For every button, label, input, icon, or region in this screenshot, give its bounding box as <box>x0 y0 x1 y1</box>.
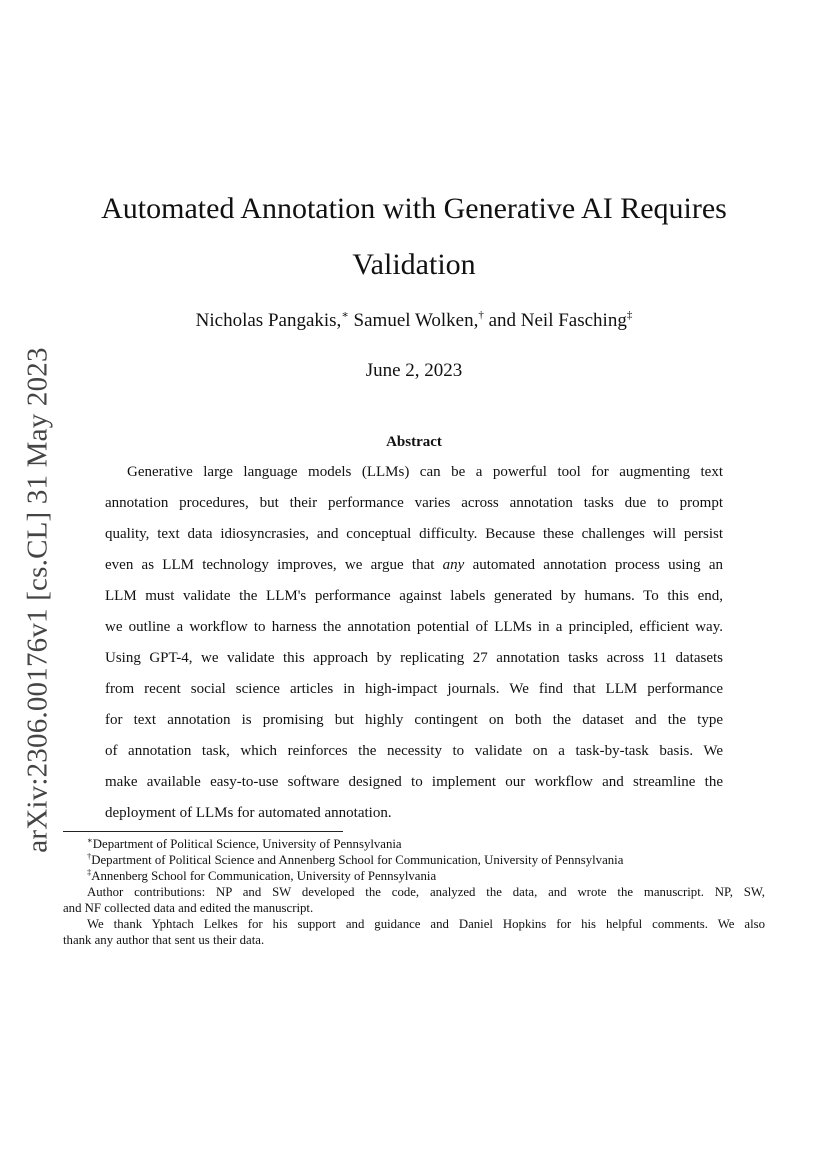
abstract-line: annotation procedures, but their performance varies across annotation tasks due to prompt <box>105 495 723 511</box>
footnote-affiliation-3 <box>63 868 765 884</box>
footnote-acknowledgments: We thank Yphtach Lelkes for his support and guidance and Daniel Hopkins for his helpful comments. We also <box>87 917 765 931</box>
affiliation-mark: ∗ <box>341 309 349 321</box>
footnote-affiliation-2 <box>63 852 765 868</box>
footnote-acknowledgments-cont: thank any author that sent us their data. <box>63 933 265 947</box>
footnote-mark: ‡ <box>87 867 92 877</box>
author-name: Nicholas Pangakis, <box>195 310 342 331</box>
abstract-line: LLM must validate the LLM's performance against labels generated by humans. To this end, <box>105 588 723 604</box>
abstract-line: make available easy-to-use software designed to implement our workflow and streamline the <box>105 774 723 790</box>
abstract-emphasis: any <box>442 557 465 573</box>
footnote-rule <box>63 831 343 832</box>
abstract-line: Using GPT-4, we validate this approach by replicating 27 annotation tasks across 11 datasets <box>105 650 723 666</box>
footnote-contributions-cont: and NF collected data and edited the manuscript. <box>63 901 314 915</box>
publication-date: June 2, 2023 <box>365 360 463 381</box>
affiliation-mark: ‡ <box>626 309 633 321</box>
abstract-line: deployment of LLMs for automated annotation. <box>105 805 392 821</box>
footnote-text: Department of Political Science, University of Pennsylvania <box>92 837 402 851</box>
footnotes <box>63 836 765 948</box>
abstract-line: we outline a workflow to harness the annotation potential of LLMs in a principled, efficient way. <box>105 619 723 635</box>
abstract-body <box>105 457 723 829</box>
footnote-mark: † <box>87 851 92 861</box>
abstract-line: for text annotation is promising but highly contingent on both the dataset and the type <box>105 712 723 728</box>
author-list <box>90 308 738 334</box>
abstract-line <box>105 550 723 581</box>
abstract-text: automated annotation process using an <box>464 557 723 573</box>
abstract-line: Generative large language models (LLMs) can be a powerful tool for augmenting text <box>127 464 723 480</box>
footnote-contributions: Author contributions: NP and SW developed the code, analyzed the data, and wrote the manuscript. NP, SW, <box>87 885 765 899</box>
arxiv-side-stamp: arXiv:2306.00176v1 [cs.CL] 31 May 2023 <box>21 347 54 853</box>
footnote-text: Department of Political Science and Annenberg School for Communication, University of Pennsylvania <box>91 853 624 867</box>
affiliation-mark: † <box>478 309 484 321</box>
abstract-line: of annotation task, which reinforces the necessity to validate on a task-by-task basis. We <box>105 743 723 759</box>
footnote-affiliation-1 <box>63 836 765 852</box>
title-line-2: Validation <box>352 248 476 281</box>
abstract-text: even as LLM technology improves, we argue that <box>105 557 443 573</box>
title-line-1: Automated Annotation with Generative AI Requires <box>101 192 727 225</box>
footnote-text: Annenberg School for Communication, University of Pennsylvania <box>91 869 437 883</box>
abstract-line: from recent social science articles in high-impact journals. We find that LLM performance <box>105 681 723 697</box>
abstract-line: quality, text data idiosyncrasies, and conceptual difficulty. Because these challenges will persist <box>105 526 723 542</box>
footnote-mark: ∗ <box>87 835 93 845</box>
author-name: and Neil Fasching <box>483 310 627 331</box>
paper-title <box>90 181 738 293</box>
author-name: Samuel Wolken, <box>348 310 479 331</box>
abstract-heading: Abstract <box>386 434 442 450</box>
